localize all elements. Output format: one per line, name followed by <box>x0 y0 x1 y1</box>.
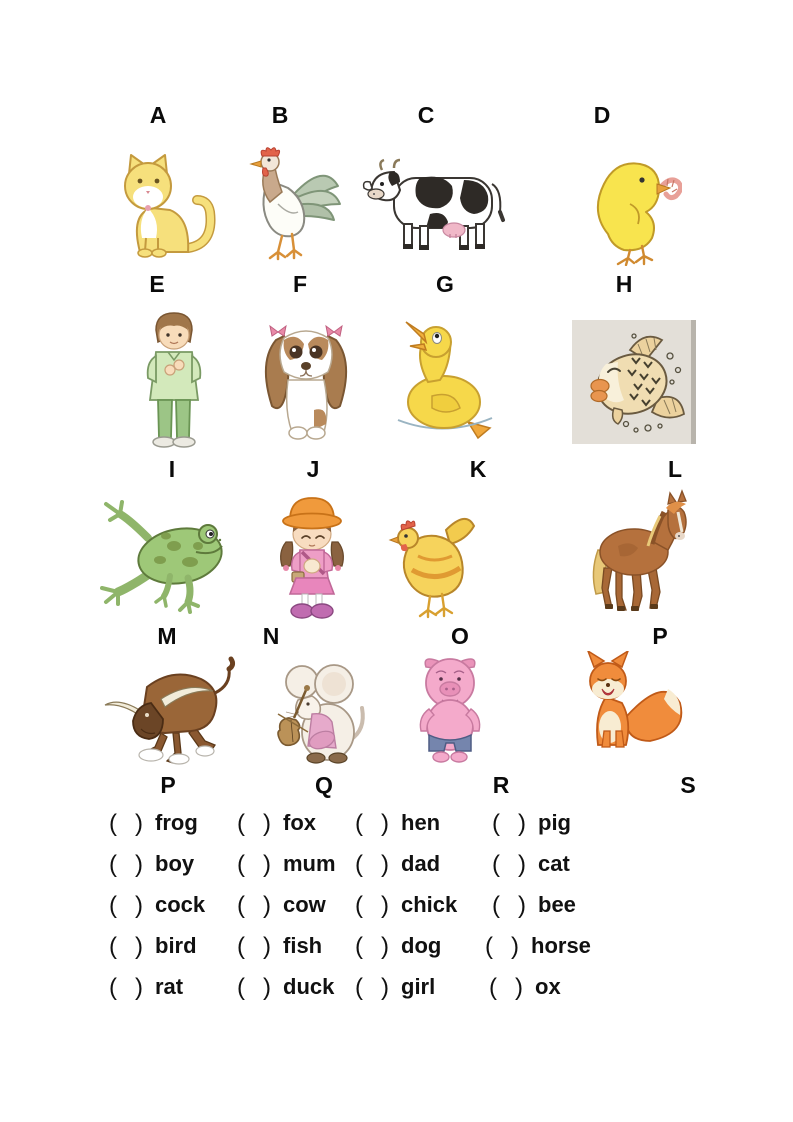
letter-label: B <box>271 102 289 128</box>
answer-word: girl <box>401 974 436 999</box>
cow-image <box>360 156 512 258</box>
answer-item <box>355 974 435 1002</box>
cat-image <box>100 150 226 266</box>
paren-close: ) <box>518 810 526 837</box>
answer-item <box>355 933 441 961</box>
letter-label: F <box>292 271 308 297</box>
letter-label: A <box>149 102 167 128</box>
answer-word: dad <box>401 851 441 876</box>
paren-close: ) <box>263 974 271 1001</box>
answer-word: mum <box>283 851 336 876</box>
letter-label: N <box>262 623 280 649</box>
paren-close: ) <box>381 851 389 878</box>
answer-item <box>237 892 326 920</box>
answer-word: fox <box>283 810 316 835</box>
hen-image <box>382 506 482 620</box>
paren-open: ( <box>237 892 245 919</box>
answer-word: bird <box>155 933 197 958</box>
paren-close: ) <box>381 892 389 919</box>
answer-word: dog <box>401 933 442 958</box>
paren-open: ( <box>109 974 117 1001</box>
paren-close: ) <box>135 851 143 878</box>
paren-open: ( <box>492 851 500 878</box>
letter-label: I <box>168 456 176 482</box>
girl-image <box>264 486 360 620</box>
letter-label: H <box>615 271 633 297</box>
answer-word: cow <box>283 892 326 917</box>
paren-open: ( <box>489 974 497 1001</box>
answer-item <box>485 933 591 961</box>
letter-label: J <box>306 456 320 482</box>
paren-open: ( <box>237 933 245 960</box>
paren-open: ( <box>237 974 245 1001</box>
paren-close: ) <box>263 851 271 878</box>
paren-open: ( <box>355 851 363 878</box>
answer-item <box>237 933 322 961</box>
letter-label: C <box>417 102 435 128</box>
paren-close: ) <box>518 851 526 878</box>
answer-word: horse <box>531 933 591 958</box>
answer-word: frog <box>155 810 198 835</box>
answer-item <box>237 810 316 838</box>
answer-word: chick <box>401 892 458 917</box>
duck-image <box>384 316 506 448</box>
paren-close: ) <box>135 933 143 960</box>
answer-word: hen <box>401 810 441 835</box>
paren-open: ( <box>109 851 117 878</box>
paren-close: ) <box>263 933 271 960</box>
paren-close: ) <box>381 974 389 1001</box>
paren-close: ) <box>518 892 526 919</box>
letter-label: S <box>680 772 696 798</box>
paren-open: ( <box>355 810 363 837</box>
answer-word: boy <box>155 851 195 876</box>
paren-open: ( <box>109 892 117 919</box>
answer-row <box>0 810 793 840</box>
answer-row <box>0 892 793 922</box>
letter-label: E <box>149 271 165 297</box>
answer-word: cock <box>155 892 206 917</box>
answer-item <box>109 810 198 838</box>
answer-word: ox <box>535 974 561 999</box>
answer-item <box>492 892 576 920</box>
paren-close: ) <box>135 810 143 837</box>
paren-close: ) <box>511 933 519 960</box>
paren-open: ( <box>237 810 245 837</box>
paren-open: ( <box>355 892 363 919</box>
rat-image <box>264 656 370 768</box>
answer-row <box>0 851 793 881</box>
paren-close: ) <box>135 892 143 919</box>
answer-item <box>355 810 440 838</box>
answer-word: fish <box>283 933 323 958</box>
answer-item <box>355 892 457 920</box>
paren-open: ( <box>492 810 500 837</box>
answer-item <box>355 851 440 879</box>
fox-image <box>568 651 690 759</box>
frog-image <box>96 494 242 618</box>
letter-label: K <box>469 456 487 482</box>
answer-item <box>237 974 334 1002</box>
fish-image <box>572 320 696 444</box>
answer-row <box>0 933 793 963</box>
pig-image <box>408 653 494 765</box>
paren-open: ( <box>355 974 363 1001</box>
ox-image <box>103 653 239 767</box>
answer-word: rat <box>155 974 184 999</box>
boy-image <box>124 308 224 450</box>
answer-word: bee <box>538 892 576 917</box>
answer-item <box>237 851 336 879</box>
letter-label: D <box>593 102 611 128</box>
paren-open: ( <box>492 892 500 919</box>
letter-label: G <box>436 271 454 297</box>
letter-label: Q <box>315 772 333 798</box>
paren-open: ( <box>355 933 363 960</box>
answer-word: pig <box>538 810 571 835</box>
paren-close: ) <box>135 974 143 1001</box>
paren-open: ( <box>237 851 245 878</box>
answer-item <box>109 892 205 920</box>
paren-open: ( <box>109 933 117 960</box>
answer-item <box>109 974 183 1002</box>
chick-image <box>572 148 682 266</box>
paren-close: ) <box>515 974 523 1001</box>
answer-item <box>109 851 194 879</box>
answer-item <box>489 974 561 1002</box>
paren-close: ) <box>263 892 271 919</box>
letter-label: P <box>652 623 668 649</box>
letter-label: L <box>667 456 683 482</box>
paren-open: ( <box>485 933 493 960</box>
paren-open: ( <box>109 810 117 837</box>
letter-label: M <box>157 623 177 649</box>
answer-item <box>109 933 197 961</box>
answer-item <box>492 851 570 879</box>
paren-close: ) <box>381 933 389 960</box>
answer-word: duck <box>283 974 335 999</box>
paren-close: ) <box>381 810 389 837</box>
paren-close: ) <box>263 810 271 837</box>
letter-label: O <box>451 623 469 649</box>
letter-label: P <box>160 772 176 798</box>
answer-word: cat <box>538 851 570 876</box>
letter-label: R <box>492 772 510 798</box>
horse-image <box>574 488 704 618</box>
answer-row <box>0 974 793 1004</box>
answer-item <box>492 810 571 838</box>
cock-image <box>232 146 348 264</box>
dog-image <box>250 314 362 444</box>
